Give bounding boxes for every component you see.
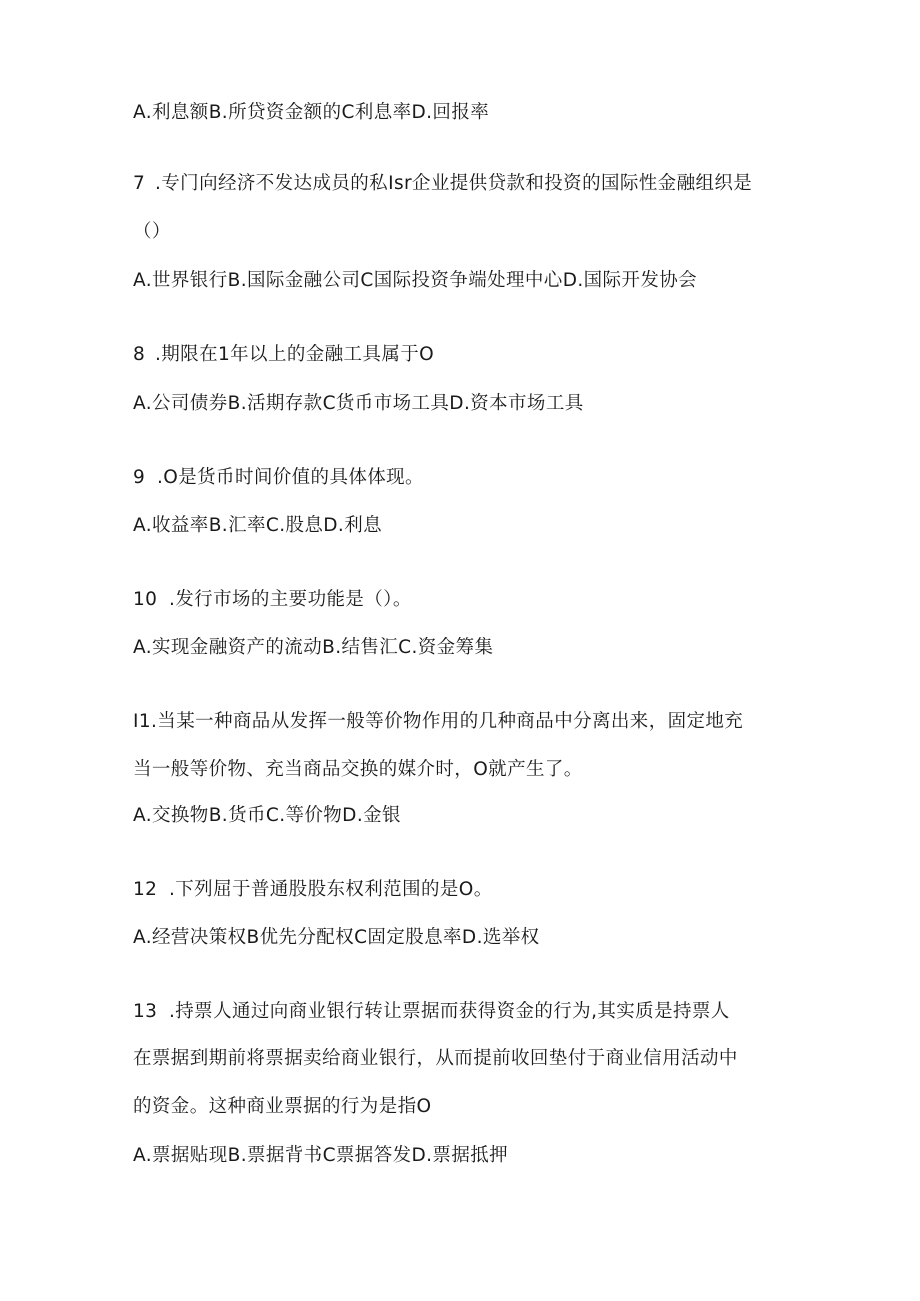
question-9-options: A.收益率B.汇率C.股息D.利息 <box>133 515 383 536</box>
question-number: 8 <box>133 344 146 365</box>
question-number: 7 <box>133 173 146 194</box>
question-7-stem-continued: （） <box>133 221 171 242</box>
question-number: 9 <box>133 467 146 488</box>
question-13-stem: 13 .持票人通过向商业银行转让票据而获得资金的行为,其实质是持票人 <box>133 999 730 1025</box>
question-10-options: A.实现金融资产的流动B.结售汇C.资金筹集 <box>133 637 494 658</box>
question-12-options: A.经营决策权B优先分配权C固定股息率D.选举权 <box>133 927 540 948</box>
question-12-stem: 12 .下列屈于普通股股东权利范围的是O。 <box>133 877 493 903</box>
question-13-stem-continued: 在票据到期前将票据卖给商业银行，从而提前收回垫付于商业信用活动中 <box>133 1048 738 1069</box>
question-7-options: A.世界银行B.国际金融公司C国际投资争端处理中心D.国际开发协会 <box>133 270 698 291</box>
question-9-stem: 9 .O是货币时间价值的具体体现。 <box>133 465 424 491</box>
question-8-options: A.公司债券B.活期存款C货币市场工具D.资本市场工具 <box>133 393 584 414</box>
question-7-stem: 7 .专门向经济不发达成员的私Isr企业提供贷款和投资的国际性金融组织是 <box>133 171 752 197</box>
question-number: 13 <box>133 1001 158 1022</box>
question-13-options: A.票据贴现B.票据背书C票据答发D.票据抵押 <box>133 1145 509 1166</box>
question-8-stem: 8 .期限在1年以上的金融工具属于O <box>133 342 434 368</box>
question-11-options: A.交换物B.货币C.等价物D.金银 <box>133 805 401 826</box>
question-11-stem: I1.当某一种商品从发挥一般等价物作用的几种商品中分离出来，固定地充 <box>133 711 744 732</box>
question-number: 10 <box>133 589 158 610</box>
question-number: 12 <box>133 879 158 900</box>
question-11-stem-continued: 当一般等价物、充当商品交换的媒介时，O就产生了。 <box>133 759 583 780</box>
question-6-options: A.利息额B.所贷资金额的C利息率D.回报率 <box>133 102 490 123</box>
question-10-stem: 10 .发行市场的主要功能是（）。 <box>133 587 412 613</box>
question-13-stem-continued: 的资金。这种商业票据的行为是指O <box>133 1096 432 1117</box>
